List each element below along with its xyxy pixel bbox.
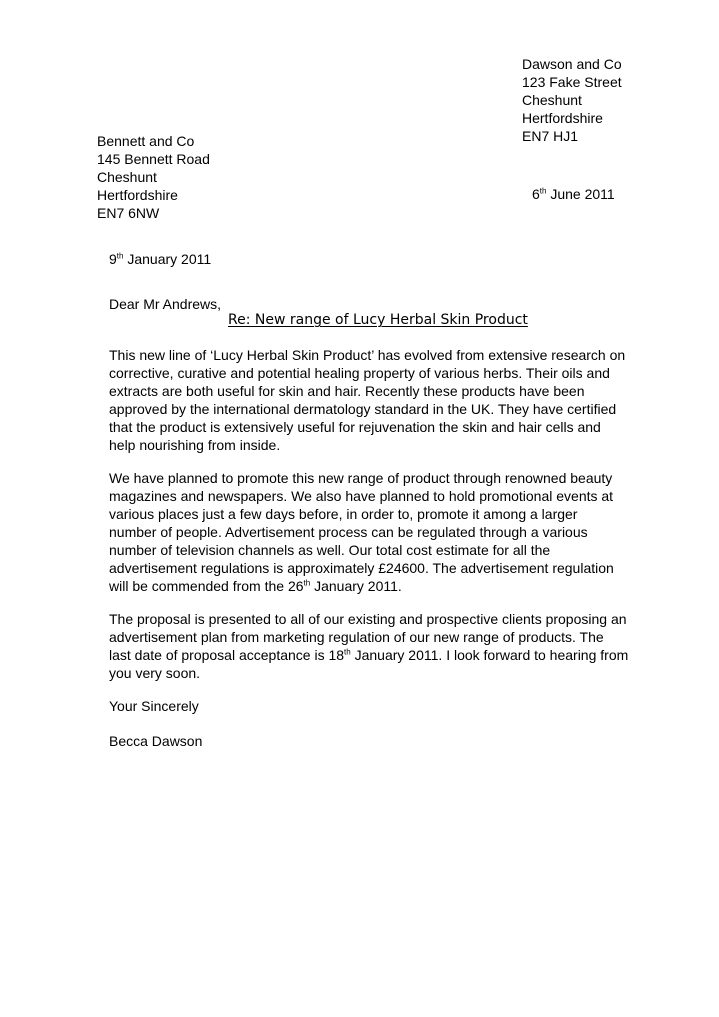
sender-address-line: Dawson and Co (522, 56, 622, 72)
paragraph-line: last date of proposal acceptance is 18th January 2011. I look forward to hearing from (109, 647, 629, 663)
paragraph-line: will be commended from the 26th January 2011. (109, 578, 402, 594)
subject-line: Re: New range of Lucy Herbal Skin Product (228, 312, 528, 328)
sender-date: 6th June 2011 (532, 186, 615, 202)
sender-address-line: EN7 HJ1 (522, 128, 579, 144)
paragraph-line: that the product is extensively useful for rejuvenation the skin and hair cells and (109, 419, 601, 435)
recipient-address-line: EN7 6NW (97, 205, 160, 221)
paragraph-line: We have planned to promote this new range of product through renowned beauty (109, 470, 613, 486)
sender-address-line: Cheshunt (522, 92, 582, 108)
paragraph-line: advertisement plan from marketing regulation of our new range of products. The (109, 629, 604, 645)
letter-date: 9th January 2011 (109, 251, 212, 267)
paragraph-line: corrective, curative and potential healing property of various herbs. Their oils and (109, 365, 610, 381)
paragraph-line: This new line of ‘Lucy Herbal Skin Product’ has evolved from extensive research on (109, 347, 626, 363)
paragraph-line: number of television channels as well. Our total cost estimate for all the (109, 542, 551, 558)
closing: Your Sincerely (109, 698, 199, 714)
recipient-address (97, 132, 210, 222)
body-paragraph-promotion (109, 469, 614, 595)
recipient-address-line: 145 Bennett Road (97, 151, 210, 167)
sender-address (522, 55, 622, 145)
body-paragraph-proposal (109, 610, 628, 682)
paragraph-line: extracts are both useful for skin and hair. Recently these products have been (109, 383, 585, 399)
paragraph-line: number of people. Advertisement process can be regulated through a various (109, 524, 588, 540)
paragraph-line: The proposal is presented to all of our existing and prospective clients proposing an (109, 611, 627, 627)
paragraph-line: help nourishing from inside. (109, 437, 281, 453)
sender-address-line: 123 Fake Street (522, 74, 622, 90)
recipient-address-line: Bennett and Co (97, 133, 195, 149)
paragraph-line: approved by the international dermatology standard in the UK. They have certified (109, 401, 617, 417)
sender-address-line: Hertfordshire (522, 110, 603, 126)
recipient-address-line: Cheshunt (97, 169, 157, 185)
salutation: Dear Mr Andrews, (109, 296, 222, 312)
body-paragraph-intro (109, 346, 625, 454)
paragraph-line: you very soon. (109, 665, 201, 681)
paragraph-line: magazines and newspapers. We also have planned to hold promotional events at (109, 488, 614, 504)
signature-name: Becca Dawson (109, 733, 203, 749)
paragraph-line: various places just a few days before, in order to, promote it among a larger (109, 506, 578, 522)
recipient-address-line: Hertfordshire (97, 187, 178, 203)
paragraph-line: advertisement regulations is approximately £24600. The advertisement regulation (109, 560, 614, 576)
